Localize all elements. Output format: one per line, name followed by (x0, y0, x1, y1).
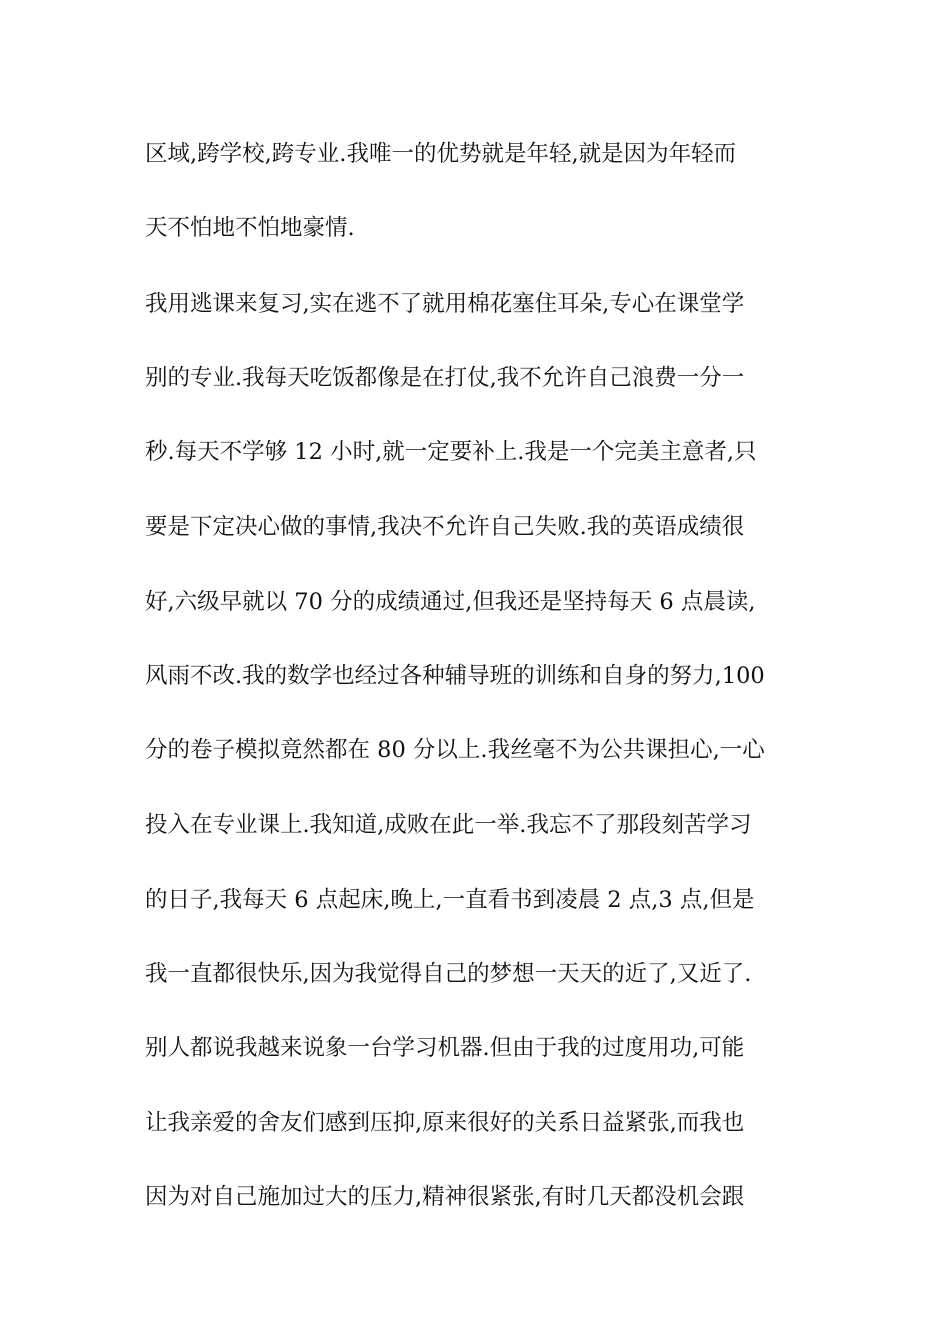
text-line: 要是下定决心做的事情,我决不允许自己失败.我的英语成绩很 (145, 514, 745, 540)
text-line: 投入在专业课上.我知道,成败在此一举.我忘不了那段刻苦学习 (145, 812, 752, 838)
text-line: 区域,跨学校,跨专业.我唯一的优势就是年轻,就是因为年轻而 (145, 141, 737, 167)
text-line: 因为对自己施加过大的压力,精神很紧张,有时几天都没机会跟 (145, 1184, 745, 1210)
text-line: 我用逃课来复习,实在逃不了就用棉花塞住耳朵,专心在课堂学 (145, 291, 745, 317)
text-line: 的日子,我每天 6 点起床,晚上,一直看书到凌晨 2 点,3 点,但是 (145, 887, 755, 913)
text-line: 好,六级早就以 70 分的成绩通过,但我还是坚持每天 6 点晨读, (145, 589, 756, 615)
text-line: 秒.每天不学够 12 小时,就一定要补上.我是一个完美主意者,只 (145, 439, 757, 465)
text-line: 别人都说我越来说象一台学习机器.但由于我的过度用功,可能 (145, 1035, 745, 1061)
text-line: 让我亲爱的舍友们感到压抑,原来很好的关系日益紧张,而我也 (145, 1110, 745, 1136)
text-line: 风雨不改.我的数学也经过各种辅导班的训练和自身的努力,100 (145, 663, 765, 689)
text-line: 别的专业.我每天吃饭都像是在打仗,我不允许自己浪费一分一 (145, 365, 745, 391)
text-line: 天不怕地不怕地豪情. (145, 215, 355, 241)
text-line: 分的卷子模拟竟然都在 80 分以上.我丝毫不为公共课担心,一心 (145, 737, 765, 763)
text-line: 我一直都很快乐,因为我觉得自己的梦想一天天的近了,又近了. (145, 961, 752, 987)
